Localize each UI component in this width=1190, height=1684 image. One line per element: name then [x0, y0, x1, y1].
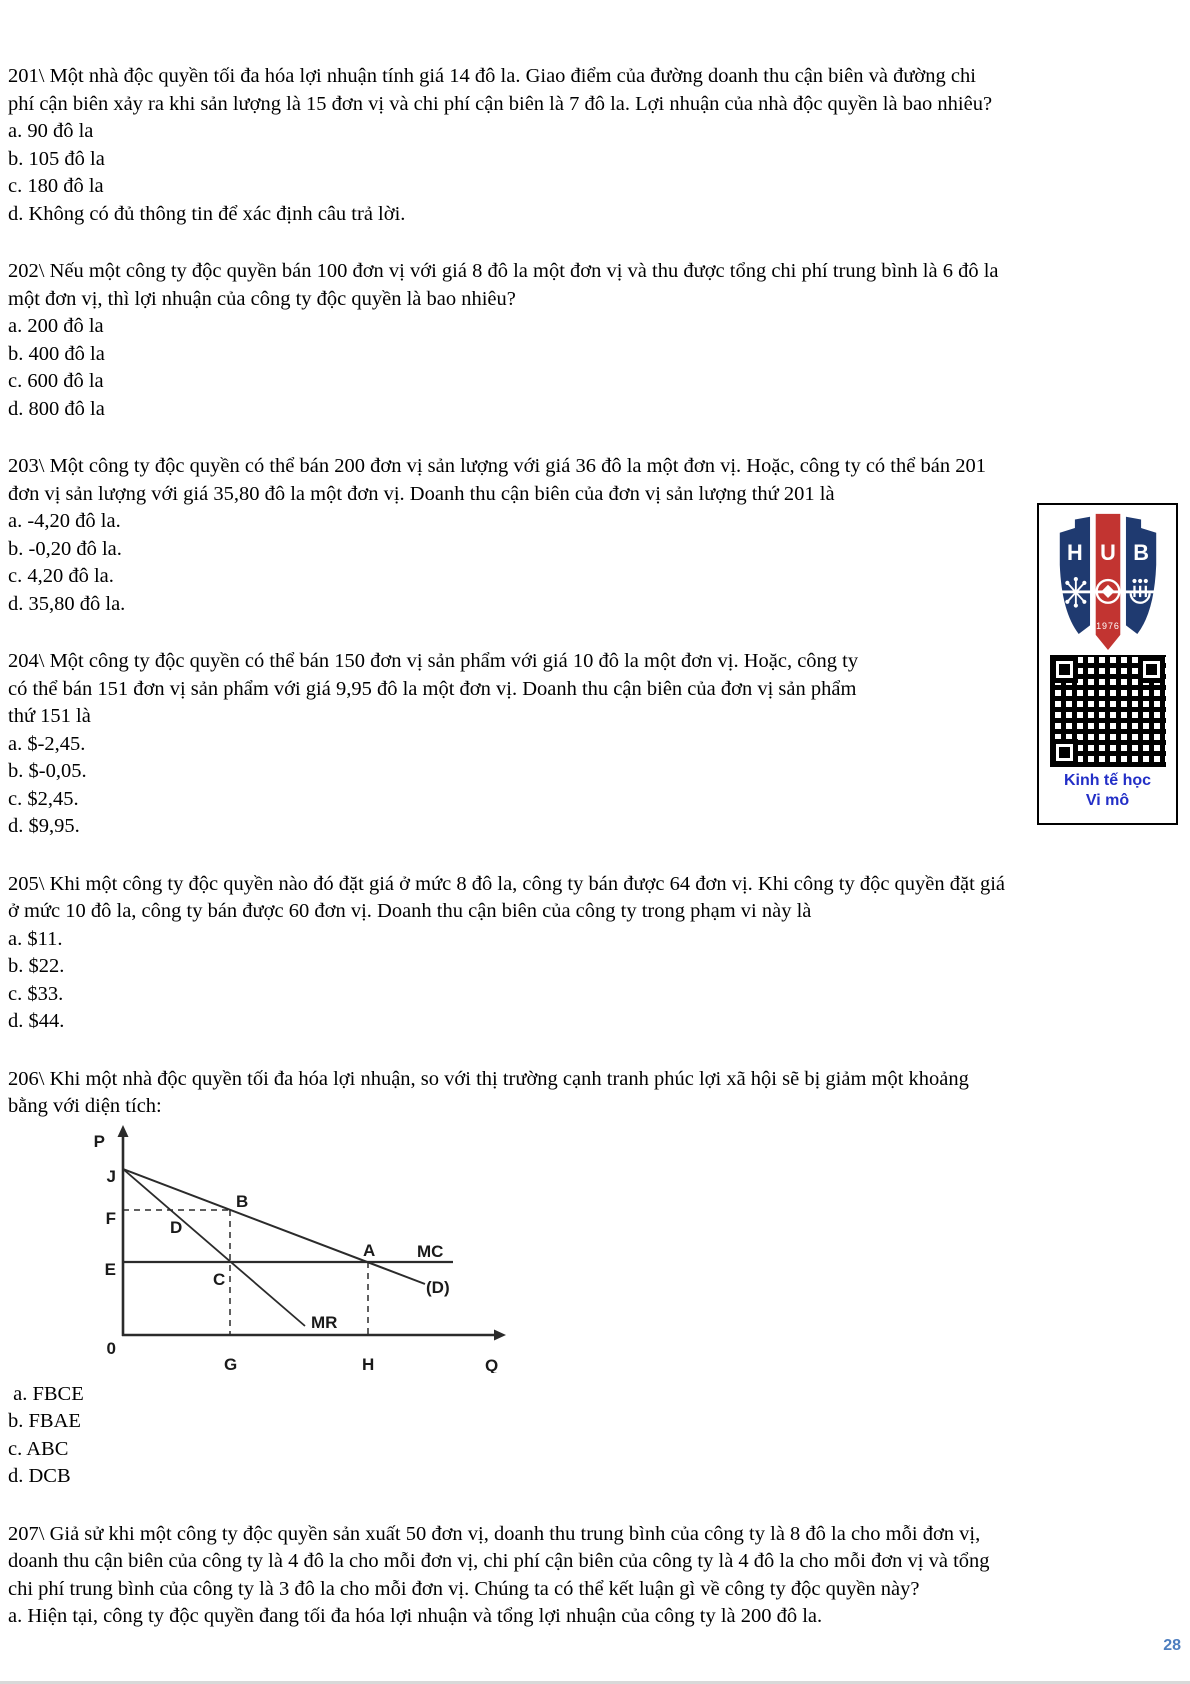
x-axis-arrow — [494, 1329, 506, 1340]
label-a: A — [363, 1240, 376, 1260]
hub-logo-box — [1037, 503, 1178, 825]
question-204-option-b: b. $-0,05. — [8, 760, 87, 782]
question-201-option-a: a. 90 đô la — [8, 120, 94, 142]
label-h: H — [362, 1354, 375, 1373]
label-c: C — [213, 1269, 226, 1289]
question-204 — [8, 648, 1182, 841]
question-203-line-1: 203\ Một công ty độc quyền có thể bán 200 đơn vị sản lượng với giá 36 đô la một đơn vị. Hoặc, công ty có thể bán 201 — [8, 455, 986, 477]
logo-letter-b: B — [1132, 540, 1149, 566]
qr-finder-top-left — [1051, 656, 1078, 683]
question-203 — [8, 453, 1182, 618]
label-j: J — [106, 1166, 116, 1186]
question-206-option-c: c. ABC — [8, 1437, 69, 1460]
question-205-line-1: 205\ Khi một công ty độc quyền nào đó đặt giá ở mức 8 đô la, công ty bán được 64 đơn vị. Khi công ty độc quyền đặt giá — [8, 872, 1005, 895]
question-204-option-c: c. $2,45. — [8, 787, 79, 810]
question-204-option-d: d. $9,95. — [8, 815, 80, 837]
label-zero: 0 — [106, 1338, 116, 1358]
demand-curve — [123, 1169, 425, 1284]
question-202-option-d: d. 800 đô la — [8, 397, 105, 420]
question-207-line-1: 207\ Giả sử khi một công ty độc quyền sản xuất 50 đơn vị, doanh thu trung bình của công ty là 8 đô la cho mỗi đơn vị, — [8, 1522, 981, 1545]
label-d: D — [170, 1217, 183, 1237]
question-202-line-1: 202\ Nếu một công ty độc quyền bán 100 đơn vị với giá 8 đô la một đơn vị và thu được tổng chi phí trung bình là 6 đô la — [8, 260, 999, 282]
monopoly-welfare-graph — [60, 1123, 1182, 1373]
label-q: Q — [485, 1355, 499, 1373]
question-206-option-a: a. FBCE — [8, 1382, 84, 1405]
question-205-option-a: a. $11. — [8, 927, 63, 950]
question-206 — [8, 1066, 1182, 1491]
question-205-line-2: ở mức 10 đô la, công ty bán được 60 đơn vị. Doanh thu cận biên của công ty trong phạm vi này là — [8, 900, 812, 922]
question-203-option-d: d. 35,80 đô la. — [8, 592, 126, 615]
question-206-option-d: d. DCB — [8, 1465, 71, 1487]
logo-caption — [1064, 771, 1151, 811]
question-204-line-3: thứ 151 là — [8, 705, 91, 727]
label-b: B — [236, 1191, 249, 1211]
question-202 — [8, 258, 1182, 423]
question-202-option-b: b. 400 đô la — [8, 342, 105, 365]
question-205 — [8, 871, 1182, 1036]
hub-shield-logo — [1056, 510, 1160, 652]
question-206-line-1: 206\ Khi một nhà độc quyền tối đa hóa lợi nhuận, so với thị trường cạnh tranh phúc lợi xã hội sẽ bị giảm một khoảng — [8, 1067, 969, 1090]
shield-left-panel — [1059, 517, 1089, 634]
question-203-option-c: c. 4,20 đô la. — [8, 565, 114, 587]
qr-finder-bottom-left — [1051, 739, 1078, 766]
label-f: F — [105, 1208, 116, 1228]
label-mc: MC — [417, 1241, 444, 1261]
question-207-option-a: a. Hiện tại, công ty độc quyền đang tối đa hóa lợi nhuận và tổng lợi nhuận của công ty là 200 đô la. — [8, 1605, 823, 1627]
label-d-curve: (D) — [426, 1277, 450, 1297]
question-203-option-b: b. -0,20 đô la. — [8, 537, 122, 560]
y-axis-arrow — [118, 1125, 129, 1137]
question-201 — [8, 63, 1182, 228]
question-201-option-c: c. 180 đô la — [8, 175, 104, 197]
question-202-line-2: một đơn vị, thì lợi nhuận của công ty độc quyền là bao nhiêu? — [8, 287, 516, 310]
logo-caption-line-2: Vi mô — [1085, 792, 1130, 809]
question-205-option-b: b. $22. — [8, 955, 65, 977]
label-e: E — [104, 1259, 116, 1279]
shield-right-panel — [1125, 517, 1155, 634]
logo-letter-h: H — [1066, 540, 1083, 566]
question-205-option-c: c. $33. — [8, 982, 64, 1005]
question-202-option-c: c. 600 đô la — [8, 370, 104, 392]
question-201-line-1: 201\ Một nhà độc quyền tối đa hóa lợi nhuận tính giá 14 đô la. Giao điểm của đường doanh thu cận biên và đường chi — [8, 65, 976, 87]
question-201-option-b: b. 105 đô la — [8, 147, 105, 170]
mr-curve — [123, 1169, 305, 1326]
question-205-option-d: d. $44. — [8, 1010, 65, 1032]
question-204-line-2: có thể bán 151 đơn vị sản phẩm với giá 9,95 đô la một đơn vị. Doanh thu cận biên của đơn vị sản phẩm — [8, 677, 857, 700]
page-number: 28 — [1163, 1637, 1181, 1654]
qr-finder-top-right — [1138, 656, 1165, 683]
logo-caption-line-1: Kinh tế học — [1063, 772, 1152, 789]
logo-letter-u: U — [1099, 540, 1116, 566]
question-201-option-d: d. Không có đủ thông tin để xác định câu trả lời. — [8, 202, 406, 225]
question-206-option-b: b. FBAE — [8, 1410, 81, 1432]
label-g: G — [224, 1354, 238, 1373]
question-207-line-2: doanh thu cận biên của công ty là 4 đô la cho mỗi đơn vị, chi phí cận biên của công ty là 4 đô la cho mỗi đơn vị và tổng — [8, 1550, 990, 1572]
question-202-option-a: a. 200 đô la — [8, 315, 104, 337]
question-206-line-2: bằng với diện tích: — [8, 1095, 162, 1117]
question-201-line-2: phí cận biên xảy ra khi sản lượng là 15 đơn vị và chi phí cận biên là 7 đô la. Lợi nhuận của nhà độc quyền là bao nhiêu? — [8, 92, 993, 115]
question-207-line-3: chi phí trung bình của công ty là 3 đô la cho mỗi đơn vị. Chúng ta có thể kết luận gì về công ty độc quyền này? — [8, 1577, 920, 1600]
label-mr: MR — [311, 1312, 338, 1332]
logo-year: 1976 — [1095, 621, 1120, 632]
question-204-line-1: 204\ Một công ty độc quyền có thể bán 150 đơn vị sản phẩm với giá 10 đô la một đơn vị. Hoặc, công ty — [8, 650, 859, 672]
question-207 — [8, 1521, 1182, 1631]
question-203-line-2: đơn vị sản lượng với giá 35,80 đô la một đơn vị. Doanh thu cận biên của đơn vị sản lượng thứ 201 là — [8, 482, 835, 505]
question-204-option-a: a. $-2,45. — [8, 732, 86, 755]
qr-code — [1050, 655, 1166, 767]
label-p: P — [93, 1131, 105, 1151]
question-203-option-a: a. -4,20 đô la. — [8, 510, 121, 532]
